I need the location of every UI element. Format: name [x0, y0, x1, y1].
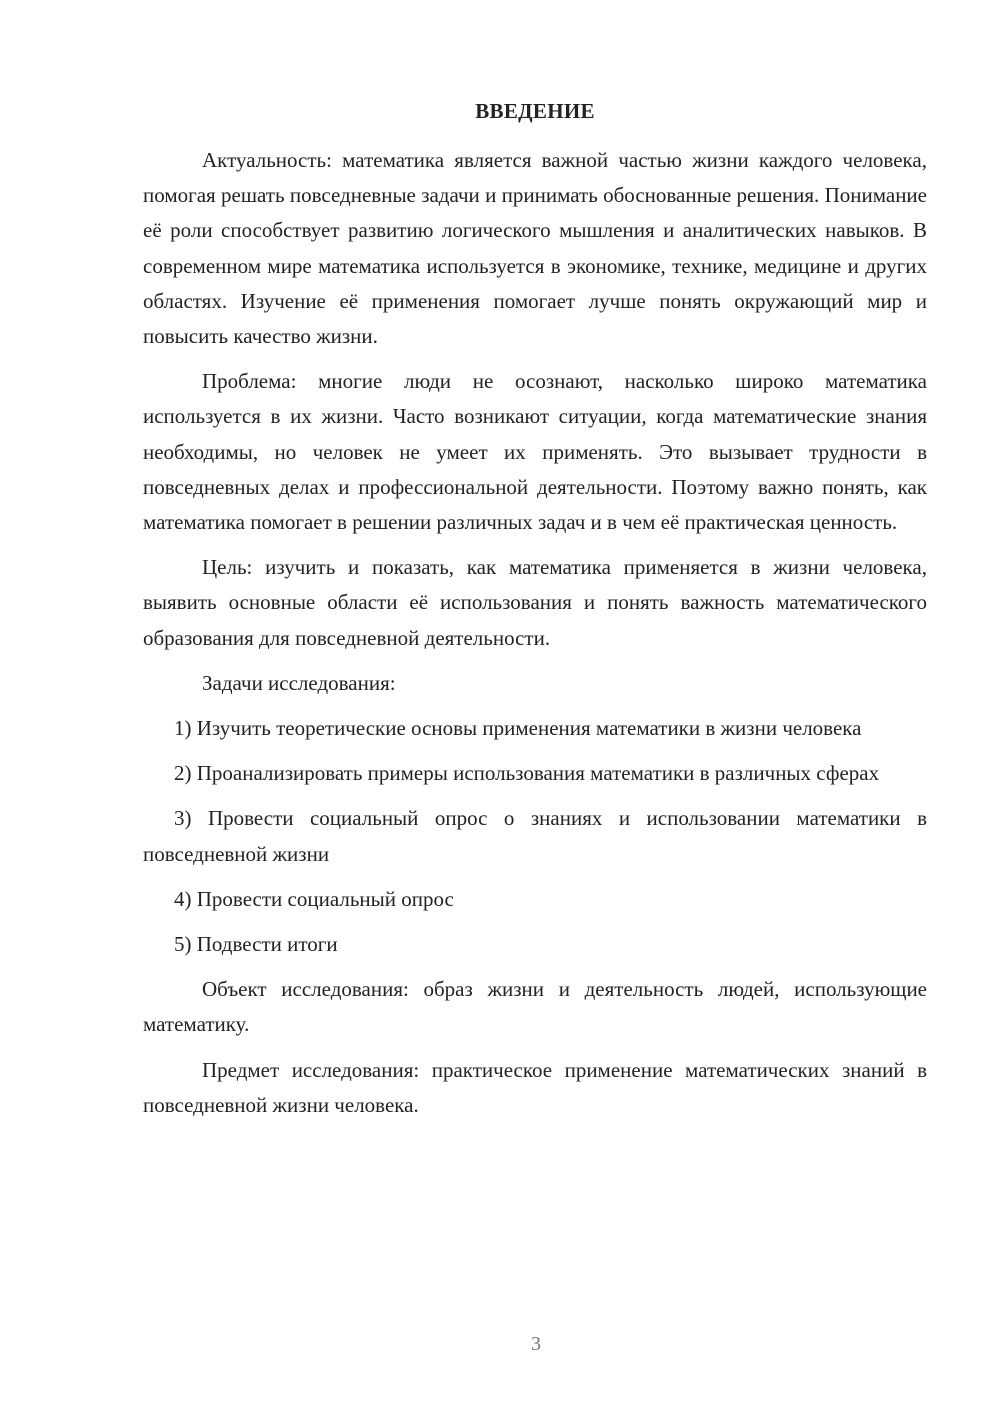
subject-paragraph: Предмет исследования: практическое применение математических знаний в повседневной жизни человека. [143, 1057, 927, 1117]
object-paragraph: Объект исследования: образ жизни и деятельность людей, использующие математику. [143, 977, 927, 1037]
tasks-list [143, 711, 927, 962]
page-title: ВВЕДЕНИЕ [475, 99, 595, 123]
tasks-heading: Задачи исследования: [202, 670, 396, 695]
relevance-paragraph: Актуальность: математика является важной частью жизни каждого человека, помогая решать повседневные задачи и принимать обоснованные решения. Понимание её роли способствует развитию логического мышления и аналитических навыков. В современном мире математика используется в экономике, технике, медицине и других областях. Изучение её применения помогает лучше понять окружающий мир и повысить качество жизни. [143, 148, 927, 349]
task-item-2: 2) Проанализировать примеры использования математики в различных сферах [174, 761, 880, 786]
document-body [143, 96, 927, 1133]
problem-paragraph: Проблема: многие люди не осознают, насколько широко математика используется в их жизни. Часто возникают ситуации, когда математические знания необходимы, но человек не умеет их применять. Это вызывает трудности в повседневных делах и профессиональной деятельности. Поэтому важно понять, как математика помогает в решении различных задач и в чем её практическая ценность. [143, 369, 927, 535]
task-item-3: 3) Провести социальный опрос о знаниях и использовании математики в повседневной жизни [143, 806, 927, 866]
task-item-1: 1) Изучить теоретические основы применения математики в жизни человека [174, 716, 862, 741]
goal-paragraph: Цель: изучить и показать, как математика применяется в жизни человека, выявить основные области её использования и понять важность математического образования для повседневной деятельности. [143, 555, 927, 650]
task-item-4: 4) Провести социальный опрос [174, 886, 454, 911]
task-item-5: 5) Подвести итоги [174, 932, 338, 957]
page-number: 3 [531, 1333, 541, 1355]
